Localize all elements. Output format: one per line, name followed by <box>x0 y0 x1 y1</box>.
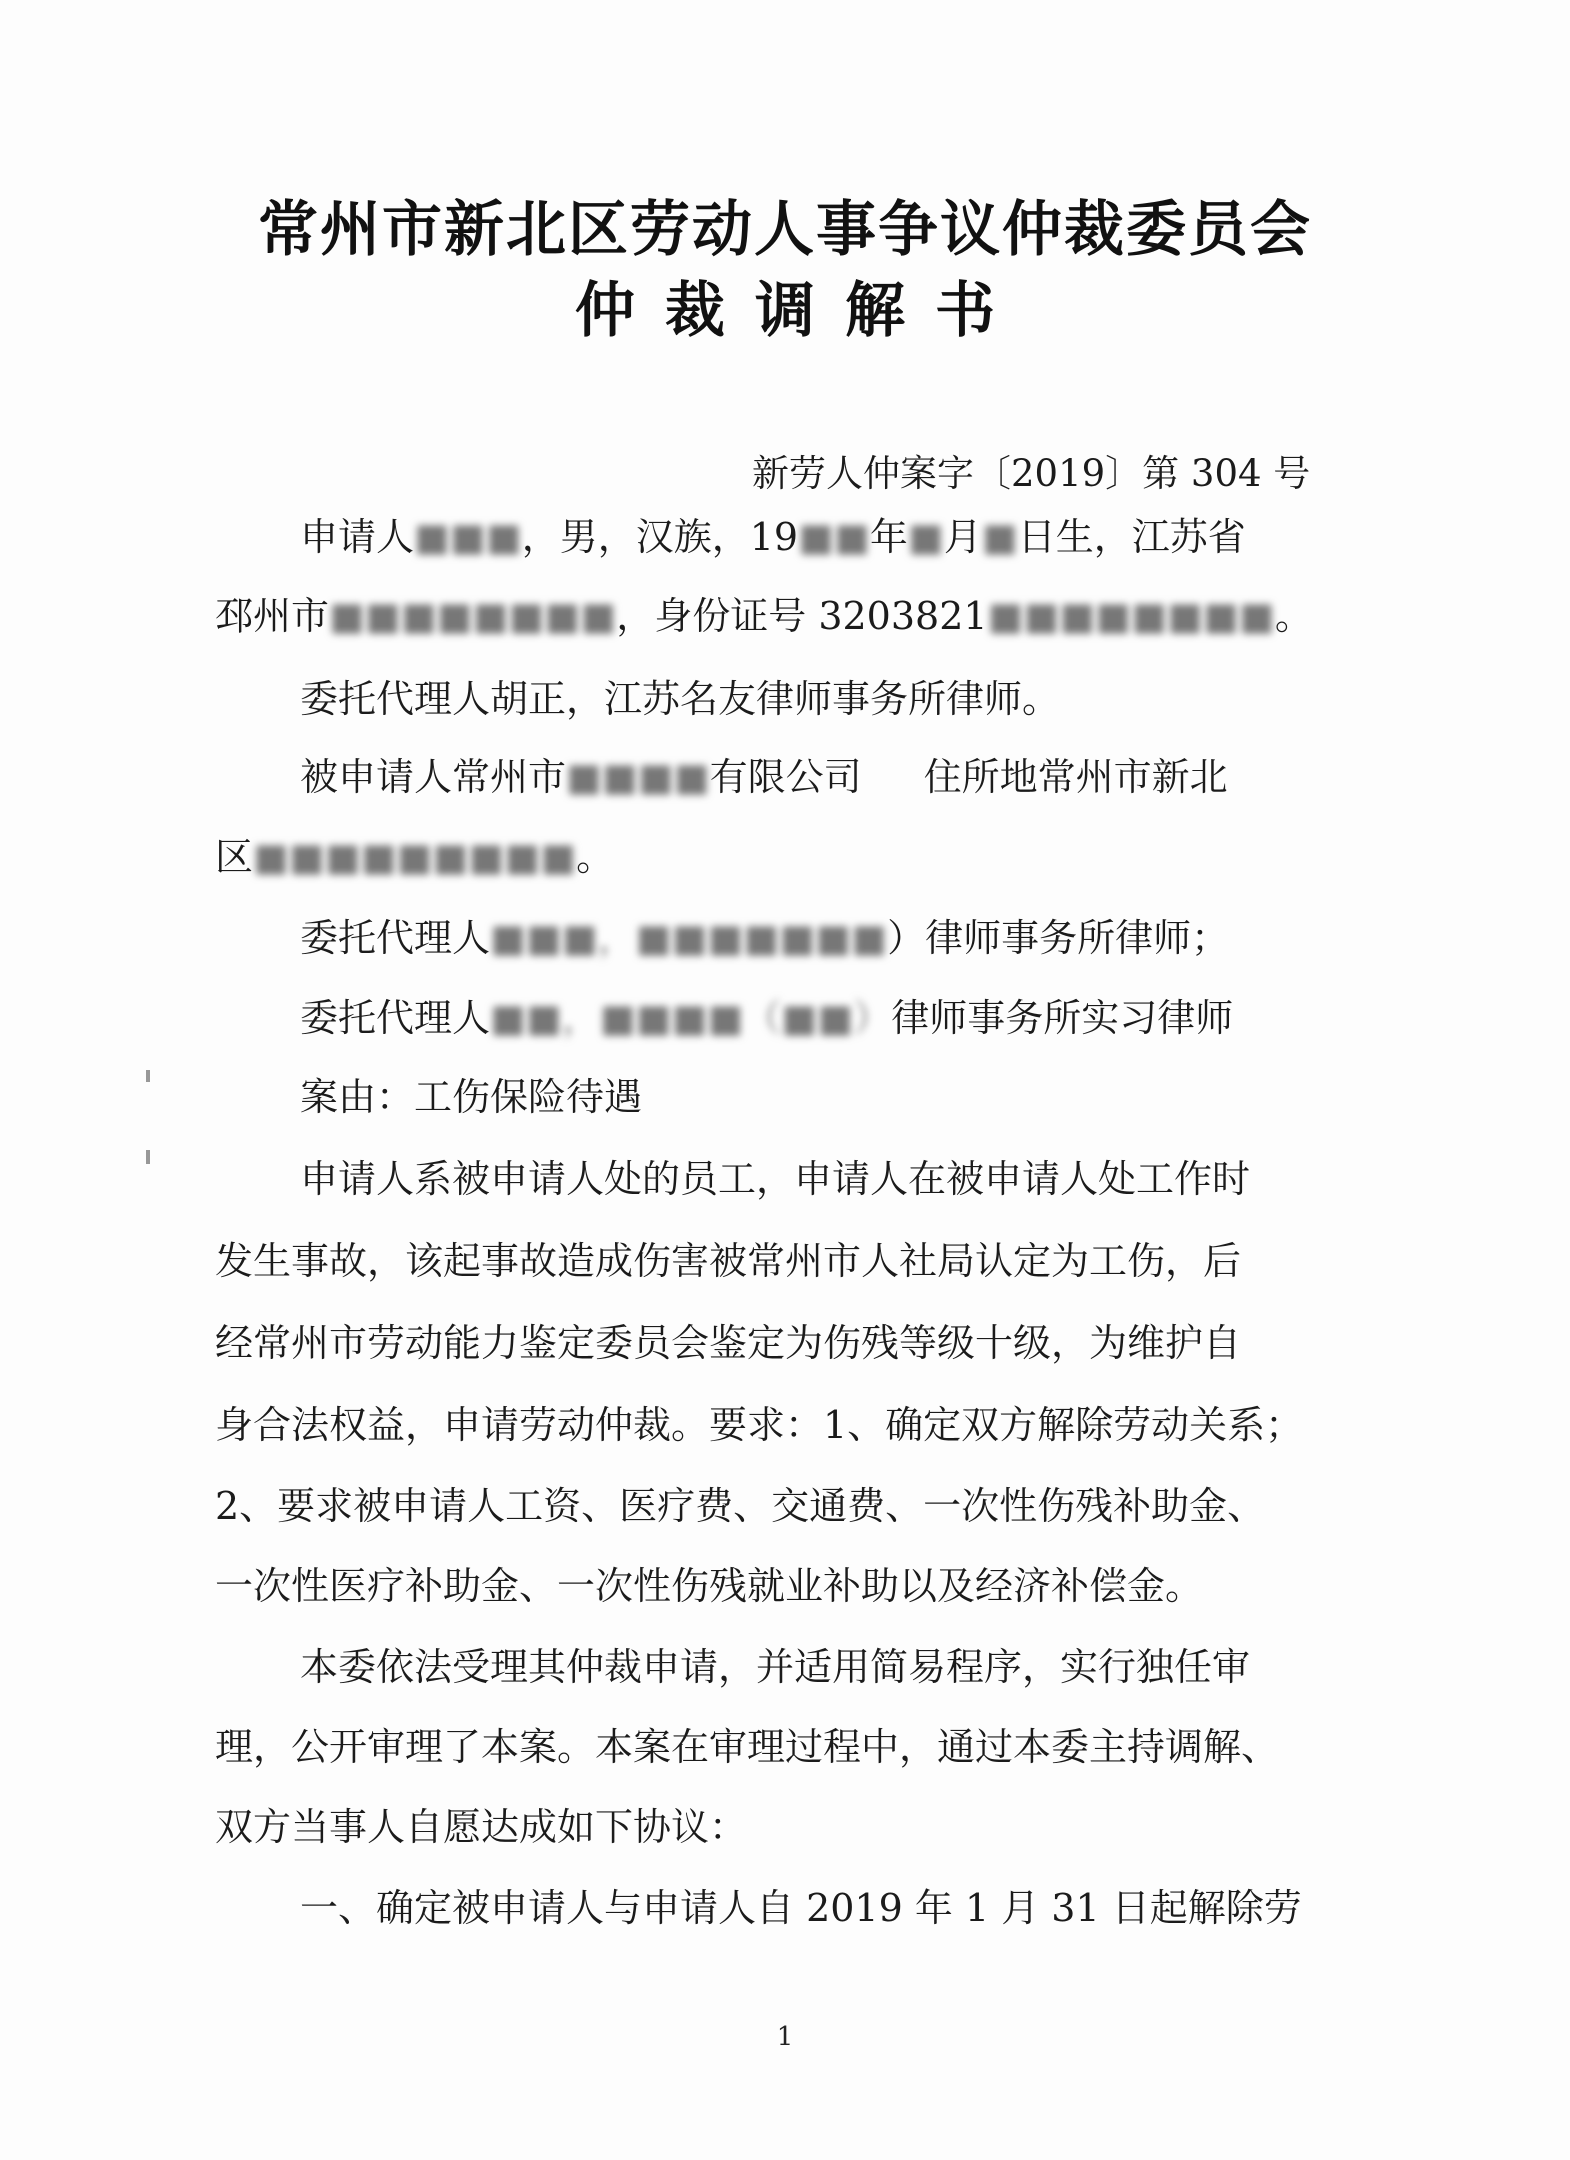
respondent-agent-1-prefix: 委托代理人 <box>300 916 491 960</box>
respondent-name-suffix: 有限公司 <box>709 755 862 799</box>
respondent-agent-2-redacted: ■■，■■■■（■■） <box>490 996 892 1040</box>
applicant-prefix: 申请人 <box>300 515 415 559</box>
applicant-name-redacted: ■■■ <box>414 515 522 559</box>
applicant-address-redacted: ■■■■■■■■ <box>329 594 617 638</box>
applicant-line-1 <box>300 515 1246 559</box>
document-title-organization: 常州市新北区劳动人事争议仲裁委员会 <box>258 195 1312 265</box>
case-cause: 案由：工伤保险待遇 <box>300 1075 643 1119</box>
respondent-line-1 <box>300 755 1228 799</box>
applicant-details-a: ，男，汉族，19 <box>521 515 799 559</box>
page-number: 1 <box>776 2022 794 2052</box>
respondent-name-redacted: ■■■■ <box>566 755 710 799</box>
paragraph-1-line-1: 申请人系被申请人处的员工，申请人在被申请人处工作时 <box>300 1157 1251 1201</box>
paragraph-2-line-2: 理，公开审理了本案。本案在审理过程中，通过本委主持调解、 <box>215 1725 1280 1769</box>
applicant-line-2 <box>215 594 1313 638</box>
applicant-birth-month-redacted: ■ <box>907 515 944 559</box>
applicant-birth-day-redacted: ■ <box>981 515 1018 559</box>
paragraph-3-line-1: 一、确定被申请人与申请人自 2019 年 1 月 31 日起解除劳 <box>300 1886 1302 1930</box>
respondent-agent-1-suffix: ）律师事务所律师； <box>887 916 1230 960</box>
respondent-prefix: 被申请人常州市 <box>300 755 567 799</box>
applicant-year-suffix: 年 <box>869 515 908 559</box>
respondent-address-suffix: 。 <box>576 835 615 879</box>
applicant-id-suffix: 。 <box>1274 594 1313 638</box>
paragraph-2-line-1: 本委依法受理其仲裁申请，并适用简易程序，实行独任审 <box>300 1645 1251 1689</box>
paragraph-1-line-5: 2、要求被申请人工资、医疗费、交通费、一次性伤残补助金、 <box>215 1484 1266 1528</box>
respondent-agent-2-suffix: 律师事务所实习律师 <box>891 996 1234 1040</box>
paragraph-1-line-4: 身合法权益，申请劳动仲裁。要求：1、确定双方解除劳动关系； <box>215 1403 1304 1447</box>
respondent-agent-1 <box>300 916 1230 960</box>
paragraph-1-line-2: 发生事故，该起事故造成伤害被常州市人社局认定为工伤，后 <box>215 1239 1242 1283</box>
applicant-details-b: 日生，江苏省 <box>1017 515 1246 559</box>
respondent-address-label: 住所地常州市新北 <box>923 755 1228 799</box>
respondent-agent-1-redacted: ■■■，■■■■■■■ <box>490 916 888 960</box>
respondent-agent-2 <box>300 996 1234 1040</box>
applicant-address-prefix: 邳州市 <box>215 594 330 638</box>
respondent-address-prefix: 区 <box>215 835 254 879</box>
scan-margin-mark <box>146 1070 150 1082</box>
paragraph-2-line-3: 双方当事人自愿达成如下协议： <box>215 1805 748 1849</box>
paragraph-1-line-6: 一次性医疗补助金、一次性伤残就业补助以及经济补偿金。 <box>215 1564 1204 1608</box>
case-number: 新劳人仲案字〔2019〕第 304 号 <box>752 452 1311 495</box>
respondent-address-redacted: ■■■■■■■■■ <box>253 835 577 879</box>
applicant-birth-year-redacted: ■■ <box>798 515 870 559</box>
applicant-month-suffix: 月 <box>943 515 982 559</box>
applicant-agent: 委托代理人胡正，江苏名友律师事务所律师。 <box>300 677 1061 721</box>
respondent-line-2 <box>215 835 615 879</box>
respondent-agent-2-prefix: 委托代理人 <box>300 996 491 1040</box>
applicant-id-label: ，身份证号 3203821 <box>616 594 988 638</box>
document-title-type: 仲裁调解书 <box>575 276 1025 346</box>
scan-margin-mark <box>146 1150 150 1164</box>
applicant-id-redacted: ■■■■■■■■ <box>987 594 1275 638</box>
paragraph-1-line-3: 经常州市劳动能力鉴定委员会鉴定为伤残等级十级，为维护自 <box>215 1321 1242 1365</box>
